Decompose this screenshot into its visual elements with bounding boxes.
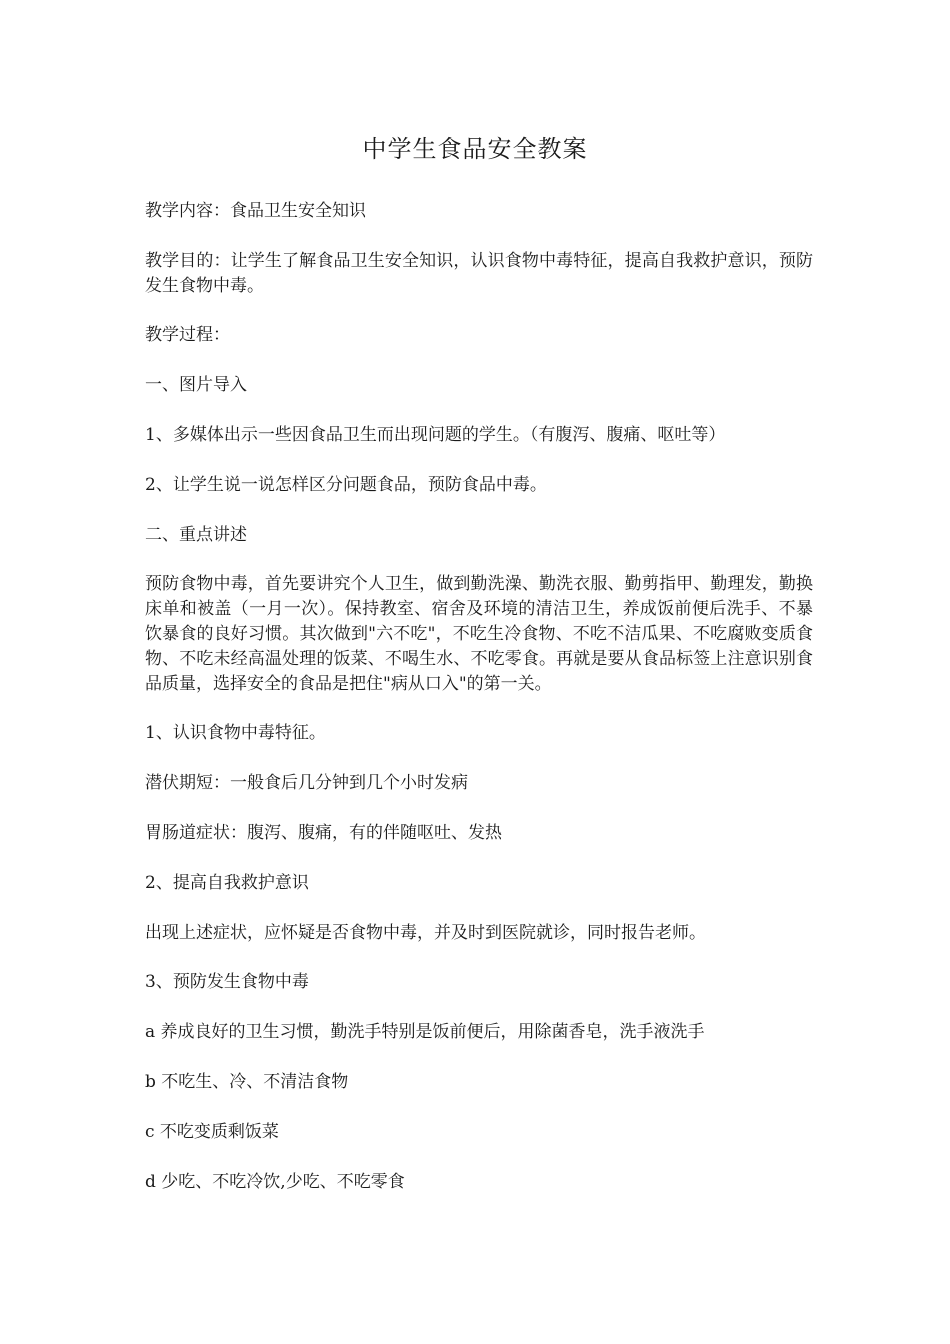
paragraph-line: 胃肠道症状：腹泻、腹痛，有的伴随呕吐、发热 (145, 823, 502, 843)
paragraph-process-heading: 教学过程： (145, 325, 230, 345)
paragraph-body: 预防食物中毒，首先要讲究个人卫生，做到勤洗澡、勤洗衣服、勤剪指甲、勤理发，勤换床单和被盖（一月一次）。保持教室、宿舍及环境的清洁卫生，养成饭前便后洗手、不暴饮暴食的良好习惯。其次做到"六不吃"，不吃生冷食物、不吃不洁瓜果、不吃腐败变质食物、不吃未经高温处理的饭菜、不喝生水、不吃零食。再就是要从食品标签上注意识别食品质量，选择安全的食品是把住"病从口入"的第一关。 (145, 574, 813, 694)
paragraph-line: 出现上述症状，应怀疑是否食物中毒，并及时到医院就诊，同时报告老师。 (145, 923, 706, 943)
list-item: 2、提高自我救护意识 (145, 873, 309, 893)
document-title: 中学生食品安全教案 (362, 135, 588, 163)
paragraph-objective: 教学目的：让学生了解食品卫生安全知识，认识食物中毒特征，提高自我救护意识，预防发生食物中毒。 (145, 251, 813, 296)
list-item: 2、让学生说一说怎样区分问题食品，预防食品中毒。 (145, 475, 547, 495)
section-heading-2: 二、重点讲述 (145, 525, 247, 545)
list-item: 3、预防发生食物中毒 (145, 972, 309, 992)
list-item: 1、多媒体出示一些因食品卫生而出现问题的学生。（有腹泻、腹痛、呕吐等） (145, 425, 726, 445)
list-item: c 不吃变质剩饭菜 (145, 1122, 279, 1142)
list-item: 1、认识食物中毒特征。 (145, 723, 326, 743)
paragraph-content: 教学内容：食品卫生安全知识 (145, 201, 366, 221)
list-item: d 少吃、不吃冷饮,少吃、不吃零食 (145, 1172, 405, 1192)
paragraph-line: 潜伏期短：一般食后几分钟到几个小时发病 (145, 773, 468, 793)
section-heading-1: 一、图片导入 (145, 375, 247, 395)
list-item: b 不吃生、冷、不清洁食物 (145, 1072, 349, 1092)
list-item: a 养成良好的卫生习惯，勤洗手特别是饭前便后，用除菌香皂，洗手液洗手 (145, 1022, 705, 1042)
